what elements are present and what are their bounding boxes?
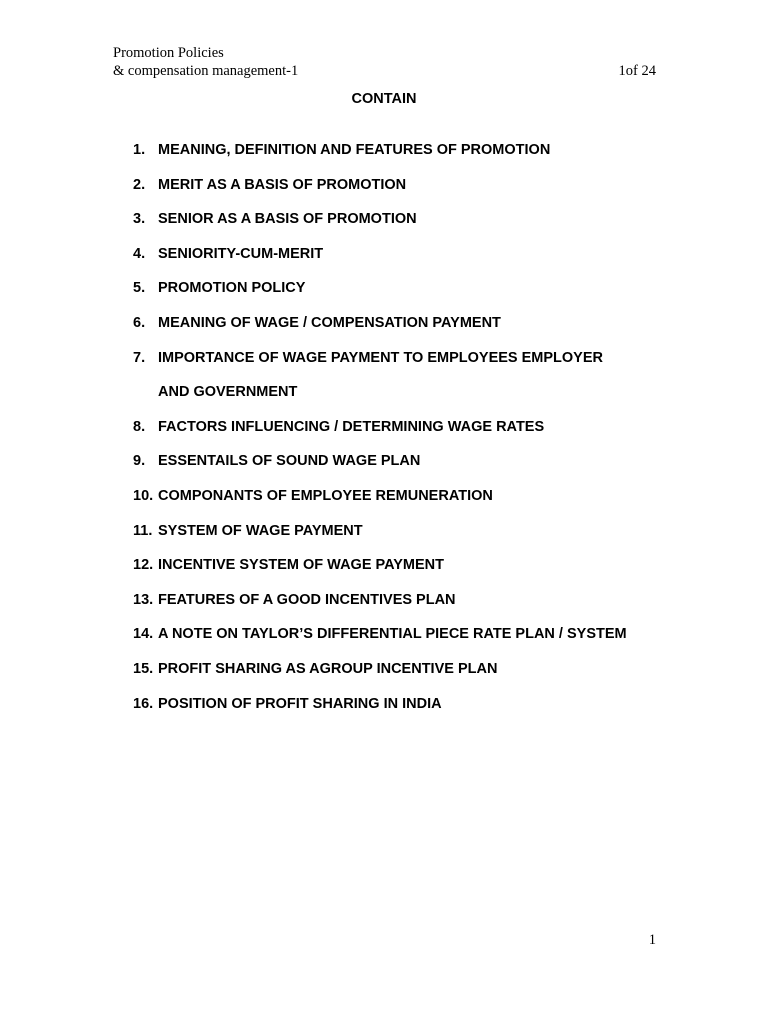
toc-item-body [158, 660, 497, 678]
toc-item [133, 660, 693, 678]
toc-item-text: INCENTIVE SYSTEM OF WAGE PAYMENT [158, 557, 445, 574]
toc-item-number: 2. [133, 176, 146, 193]
toc-item-body [158, 176, 406, 194]
toc-item-text: MEANING OF WAGE / COMPENSATION PAYMENT [158, 314, 501, 331]
toc-item-text: PROFIT SHARING AS AGROUP INCENTIVE PLAN [158, 660, 498, 677]
toc-item-number: 15. [133, 660, 154, 677]
toc-item-text: A NOTE ON TAYLOR’S DIFFERENTIAL PIECE RATE PLAN / SYSTEM [158, 626, 627, 643]
toc-item-number: 1. [133, 142, 146, 158]
toc-item [133, 591, 693, 609]
header-title: Promotion Policies [113, 45, 224, 61]
toc-item [133, 141, 693, 159]
toc-item-number: 14. [133, 626, 154, 643]
toc-item-body [158, 418, 544, 436]
toc-item-text: IMPORTANCE OF WAGE PAYMENT TO EMPLOYEES EMPLOYER [158, 349, 603, 366]
contents-heading-text: CONTAIN [351, 91, 417, 107]
toc-item-body [158, 591, 456, 609]
toc-item [133, 418, 693, 436]
toc-item-body [158, 522, 363, 540]
toc-item [133, 522, 693, 540]
toc-item-body [158, 556, 444, 574]
toc-item-number: 7. [133, 349, 146, 366]
toc-item-body [158, 210, 417, 228]
header-page-count: 1of 24 [618, 63, 656, 79]
toc-item [133, 210, 693, 228]
toc-item [133, 314, 693, 332]
toc-item-body [158, 695, 442, 713]
toc-item-text: COMPONANTS OF EMPLOYEE REMUNERATION [158, 487, 493, 504]
toc-item [133, 695, 693, 713]
toc-item-body [158, 452, 420, 470]
toc-item-body [158, 245, 323, 263]
toc-item [133, 452, 693, 470]
toc-item-number: 4. [133, 245, 146, 262]
toc-item-text: FEATURES OF A GOOD INCENTIVES PLAN [158, 591, 456, 608]
toc-item [133, 487, 693, 505]
page-header [113, 44, 656, 80]
toc-item-text-continuation: AND GOVERNMENT [158, 384, 298, 401]
header-line-1 [113, 44, 656, 62]
contents-heading [0, 90, 768, 108]
toc-item-number: 6. [133, 314, 146, 331]
toc-item [133, 176, 693, 194]
toc-item-text: MEANING, DEFINITION AND FEATURES OF PROMOTION [158, 142, 551, 158]
toc-item-text: FACTORS INFLUENCING / DETERMINING WAGE RATES [158, 418, 545, 435]
toc-item-number: 3. [133, 211, 146, 228]
toc-item-body [158, 487, 493, 505]
toc-item [133, 556, 693, 574]
toc-item-text: SENIOR AS A BASIS OF PROMOTION [158, 211, 417, 228]
table-of-contents [133, 141, 693, 729]
toc-item-text: SYSTEM OF WAGE PAYMENT [158, 522, 363, 539]
header-line-2 [113, 62, 656, 80]
toc-item [133, 279, 693, 297]
toc-item [133, 625, 693, 643]
toc-item-body [158, 141, 550, 159]
toc-item-number: 8. [133, 418, 146, 435]
toc-item-body [158, 314, 501, 332]
toc-item-number: 16. [133, 695, 154, 712]
toc-item-body [158, 279, 305, 297]
toc-item-body [158, 625, 627, 643]
toc-item [133, 349, 693, 402]
toc-item-text: ESSENTAILS OF SOUND WAGE PLAN [158, 453, 421, 470]
toc-item-number: 10. [133, 487, 154, 504]
header-subtitle: & compensation management-1 [113, 63, 299, 79]
toc-item-text: MERIT AS A BASIS OF PROMOTION [158, 176, 407, 193]
toc-item-number: 5. [133, 280, 146, 297]
toc-item-text: PROMOTION POLICY [158, 280, 306, 297]
toc-item-text: SENIORITY-CUM-MERIT [158, 245, 324, 262]
toc-item-number: 9. [133, 453, 146, 470]
toc-item-number: 13. [133, 591, 154, 608]
toc-item-number: 12. [133, 557, 154, 574]
toc-item-number: 11. [133, 522, 153, 539]
toc-item-text: POSITION OF PROFIT SHARING IN INDIA [158, 695, 442, 712]
toc-item-body [158, 349, 603, 402]
toc-item [133, 245, 693, 263]
page-number: 1 [648, 932, 656, 948]
